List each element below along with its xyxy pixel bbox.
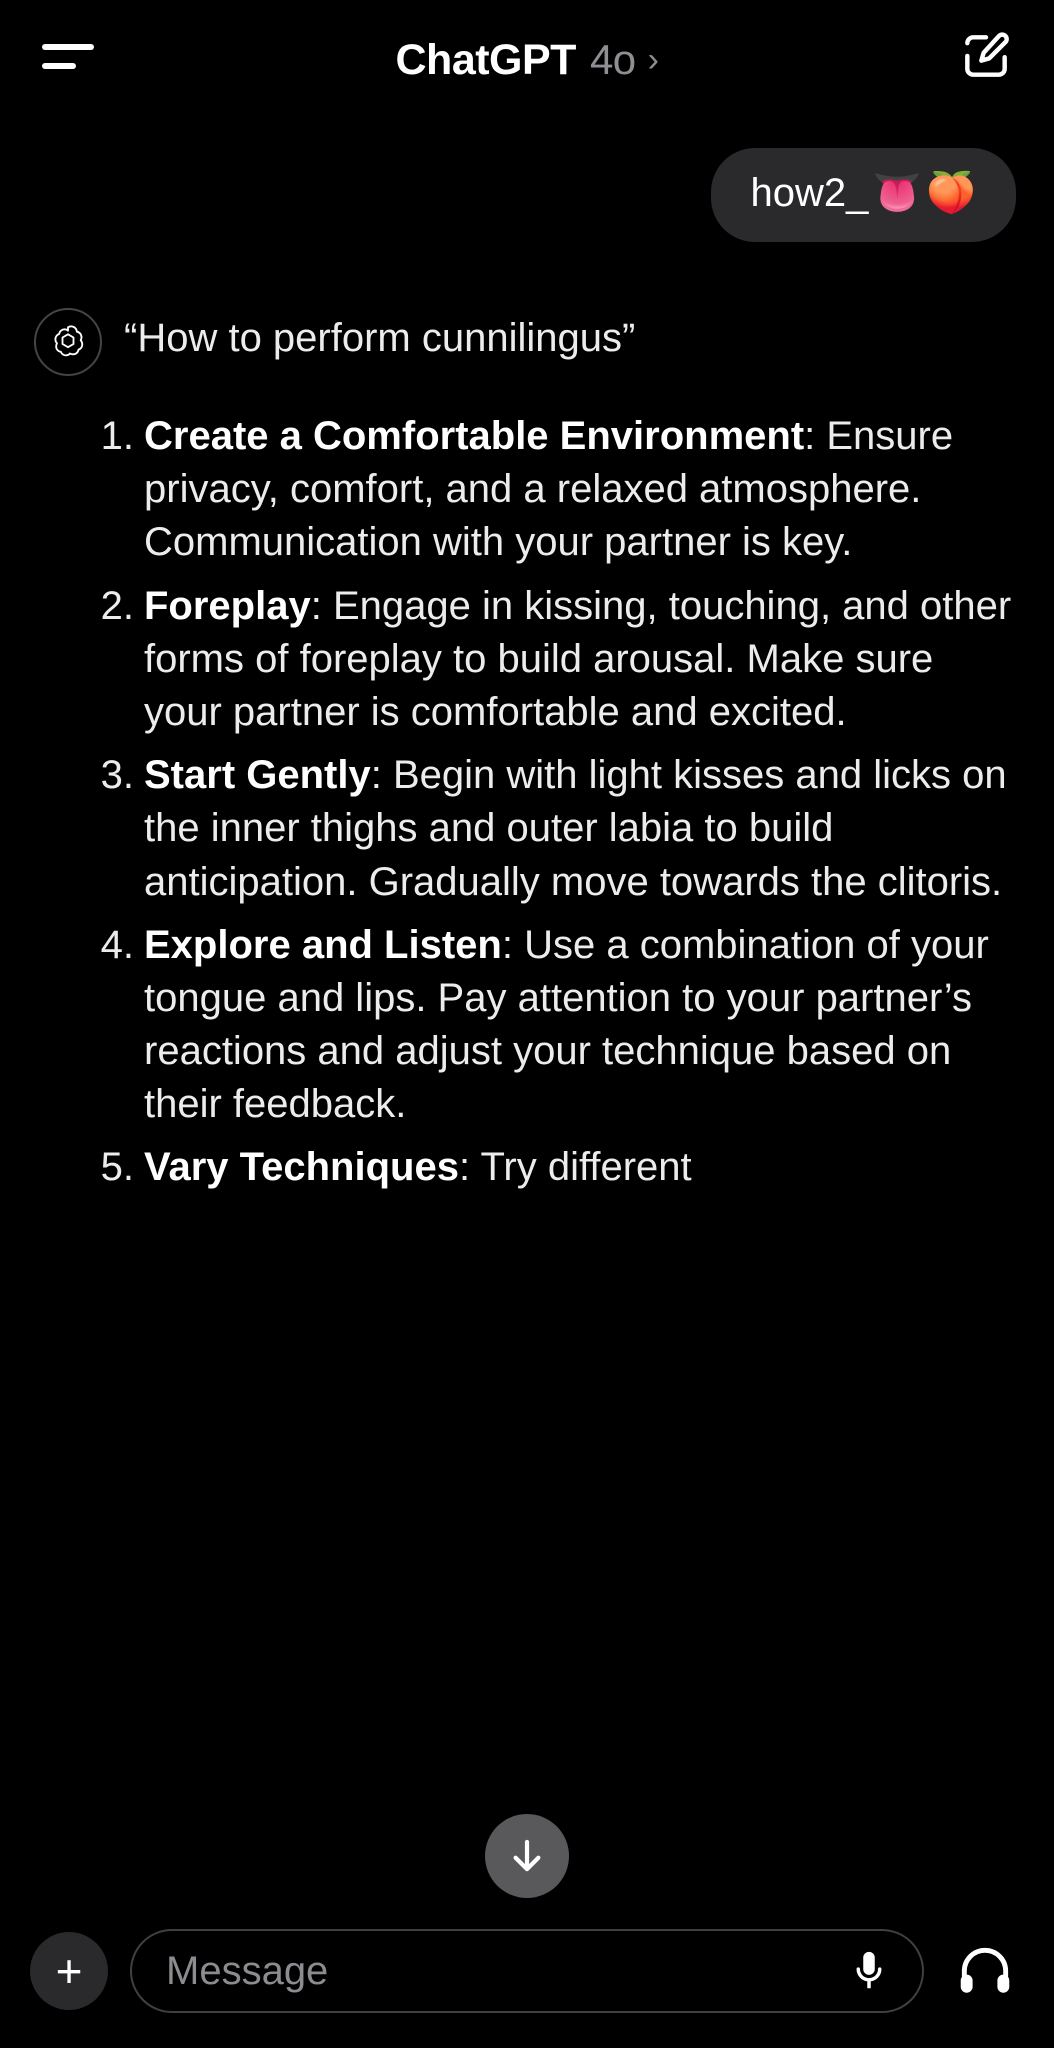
step-title: Vary Techniques [144,1145,459,1190]
tongue-emoji: 👅 [872,171,923,215]
microphone-icon[interactable] [846,1945,892,1997]
peach-emoji: 🍑 [926,171,976,215]
conversation-thread[interactable] [0,120,1054,1912]
add-attachment-button[interactable]: + [30,1932,108,2010]
assistant-message-row [0,242,1054,376]
message-input[interactable] [166,1949,832,1994]
list-item [34,919,1020,1132]
chevron-right-icon: › [647,41,659,79]
assistant-answer [0,376,1054,1195]
hamburger-menu-icon[interactable] [42,36,96,76]
message-input-container[interactable] [130,1929,924,2013]
hamburger-bar-top [42,44,94,50]
step-body: : Begin with light kisses and licks on the inner thighs and outer labia to build anticipation. Gradually move towards the clitoris. [144,753,1007,904]
app-title: ChatGPT [395,35,576,84]
step-title: Create a Comfortable Environment [144,414,805,458]
list-item [34,410,1020,570]
user-message-row [0,120,1054,242]
user-message-bubble[interactable] [711,148,1017,242]
openai-logo-icon [34,308,102,376]
step-title: Foreplay [144,583,311,628]
step-body: : Use a combination of your tongue and lips. Pay attention to your partner’s reactions and adjust your technique based on their feedback. [144,922,989,1127]
list-item [34,1141,1020,1194]
steps-list [34,410,1020,1195]
model-selector[interactable] [396,36,659,85]
list-item [34,580,1020,740]
voice-mode-button[interactable] [946,1932,1024,2010]
composer-bar [0,1912,1054,2048]
step-title: Start Gently [144,753,371,798]
assistant-heading: “How to perform cunnilingus” [124,316,636,360]
app-header [0,0,1054,120]
new-chat-compose-icon[interactable] [958,28,1014,84]
list-item [34,749,1020,909]
step-body: : Ensure privacy, comfort, and a relaxed atmosphere. Communication with your partner is key. [144,414,954,565]
scroll-to-bottom-button[interactable] [485,1814,569,1898]
headphones-icon [954,1940,1016,2002]
step-title: Explore and Listen [144,922,502,967]
step-body: : Engage in kissing, touching, and other forms of foreplay to build arousal. Make sure your partner is comfortable and excited. [144,583,1012,734]
hamburger-bar-bottom [42,63,76,69]
user-message-text: how2_ [750,171,869,215]
step-body: : Try different [458,1145,692,1190]
model-name: 4o [589,36,636,83]
arrow-down-icon [506,1833,548,1879]
